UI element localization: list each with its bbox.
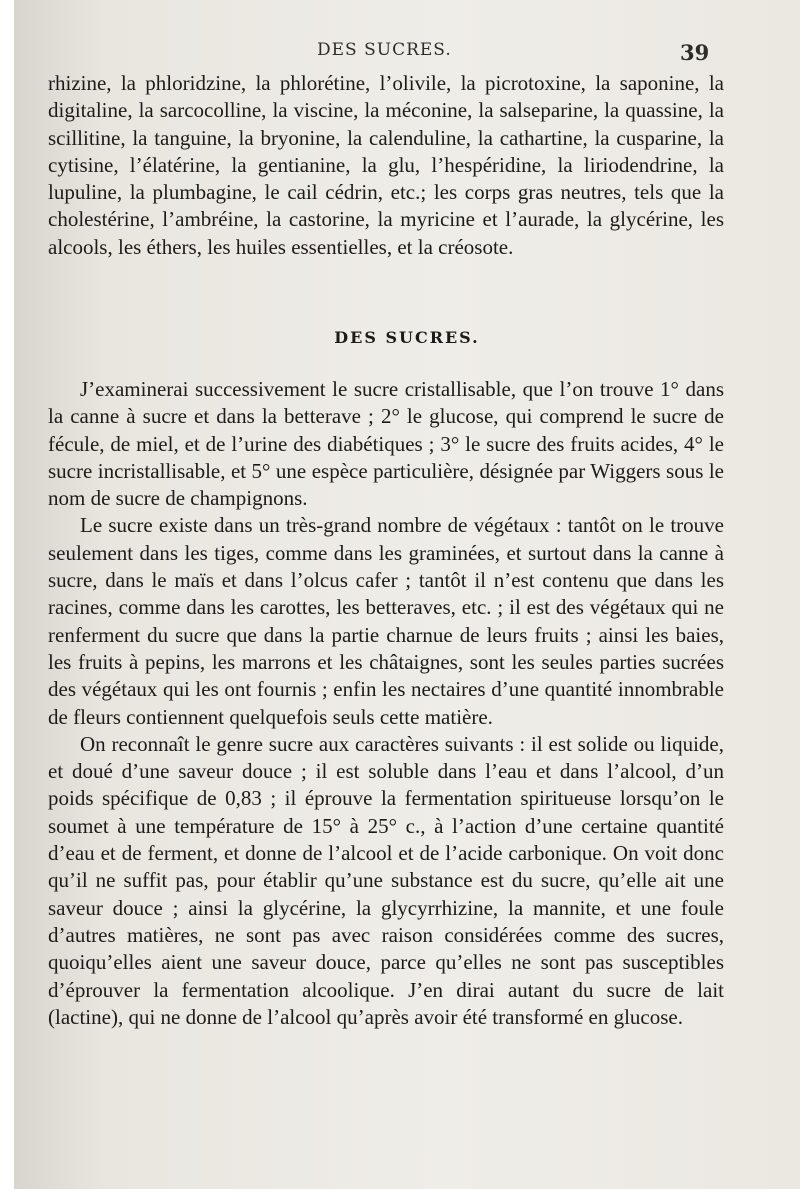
page-spine	[0, 0, 14, 1189]
running-title: DES SUCRES.	[317, 40, 452, 60]
section-heading: DES SUCRES.	[334, 328, 480, 347]
book-page	[14, 0, 800, 1189]
intro-paragraph: rhizine, la phloridzine, la phlorétine, l’olivile, la picrotoxine, la saponine, la digitaline, la sarcocolline, la viscine, la méconine, la salseparine, la quassine, la scillitine, la tanguine, la bryonine, la calenduline, la cathartine, la cusparine, la cytisine, l’élatérine, la gentianine, la glu, l’hespéridine, la liriodendrine, la lupuline, la plumbagine, le cail cédrin, etc.; les corps gras neutres, tels que la cholestérine, l’ambréine, la castorine, la myricine et l’aurade, la glycérine, les alcools, les éthers, les huiles essentielles, et la créosote.	[48, 71, 724, 259]
paragraph-2: Le sucre existe dans un très-grand nombre de végétaux : tantôt on le trouve seulement dans les tiges, comme dans les graminées, et surtout dans la canne à sucre, dans le maïs et dans l’olcus cafer ; tantôt il n’est contenu que dans les racines, comme dans les carottes, les betteraves, etc. ; il est des végétaux qui ne renferment du sucre que dans la partie charnue de leurs fruits ; ainsi les baies, les fruits à pepins, les marrons et les châtaignes, sont les seules parties sucrées des végétaux qui les ont fournis ; enfin les nectaires d’une quantité innombrable de fleurs contiennent quelquefois seuls cette matière.	[48, 513, 724, 729]
running-head	[14, 40, 800, 64]
paragraph-3: On reconnaît le genre sucre aux caractères suivants : il est solide ou liquide, et doué d’une saveur douce ; il est soluble dans l’eau et dans l’alcool, d’un poids spécifique de 0,83 ; il éprouve la fermentation spiritueuse lorsqu’on le soumet à une température de 15° à 25° c., à l’action d’une certaine quantité d’eau et de ferment, et donne de l’alcool et de l’acide carbonique. On voit donc qu’il ne suffit pas, pour établir qu’une substance est du sucre, qu’elle ait une saveur douce ; ainsi la glycérine, la glycyrrhizine, la mannite, et une foule d’autres matières, ne sont pas avec raison considérées comme des sucres, quoiqu’elles aient une saveur douce, parce qu’elles ne sont pas susceptibles d’éprouver la fermentation alcoolique. J’en dirai autant du sucre de lait (lactine), qui ne donne de l’alcool qu’après avoir été transformé en glucose.	[48, 731, 724, 1029]
body-text-block	[48, 376, 724, 1031]
paragraph-1: J’examinerai successivement le sucre cristallisable, que l’on trouve 1° dans la canne à sucre et dans la betterave ; 2° le glucose, qui comprend le sucre de fécule, de miel, et de l’urine des diabétiques ; 3° le sucre des fruits acides, 4° le sucre incristallisable, et 5° une espèce particulière, désignée par Wiggers sous le nom de sucre de champignons.	[48, 377, 724, 511]
intro-text-block	[48, 70, 724, 261]
page-number: 39	[680, 40, 710, 65]
